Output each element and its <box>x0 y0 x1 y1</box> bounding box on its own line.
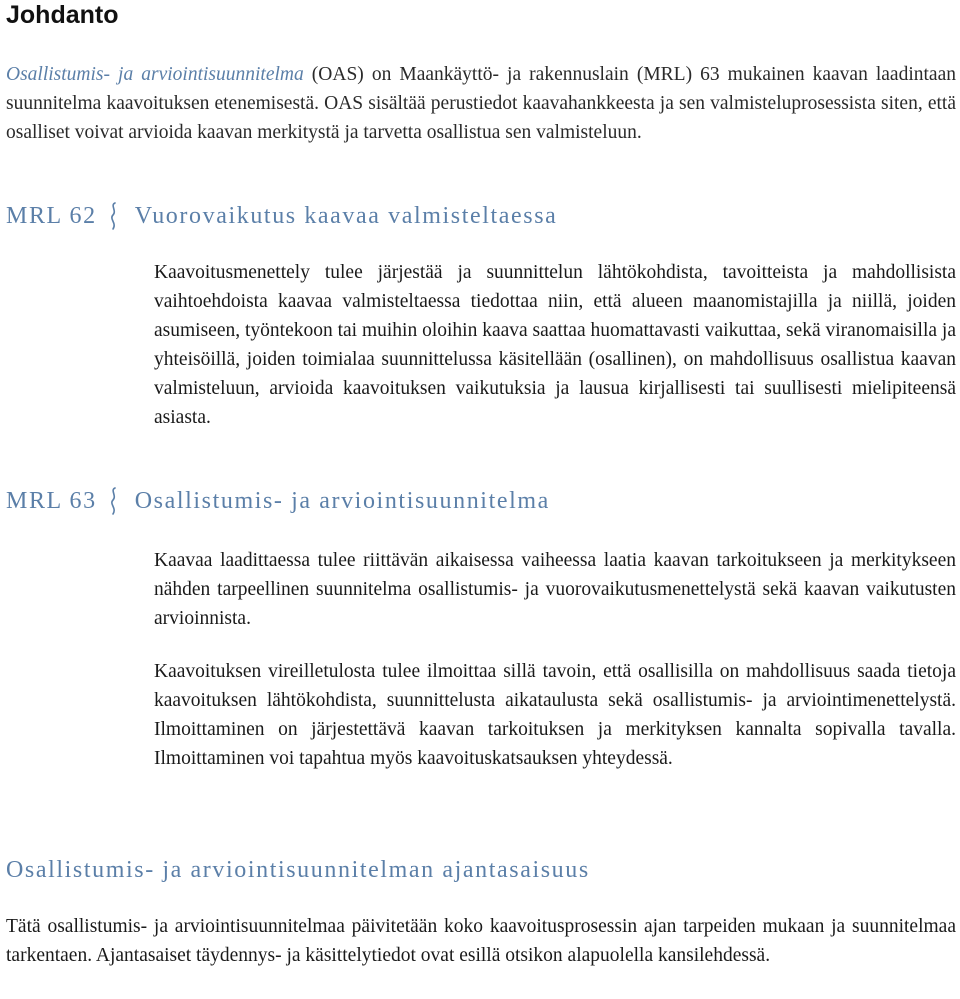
page-title: Johdanto <box>6 1 119 29</box>
law-quote-paragraph: Kaavaa laadittaessa tulee riittävän aikaisessa vaiheessa laatia kaavan tarkoitukseen ja merkitykseen nähden tarpeellinen suunnitelma osallistumis- ja vuorovaikutusmenettelystä sekä kaavan vaikutusten arvioinnista. <box>154 550 956 629</box>
law-quote-paragraph: Kaavoituksen vireilletulosta tulee ilmoittaa sillä tavoin, että osallisilla on mahdollisuus saada tietoja kaavoituksen lähtökohdista, suunnittelusta aikataulusta sekä osallistumis- ja arviointimenettelystä. Ilmoittaminen on järjestettävä kaavan tarkoituksen ja merkityksen kannalta sopivalla tavalla. Ilmoittaminen voi tapahtua myös kaavoituskatsauksen yhteydessä. <box>154 661 956 769</box>
law-quote-paragraph: Kaavoitusmenettely tulee järjestää ja suunnittelun lähtökohdista, tavoitteista ja mahdollisista vaihtoehdoista kaavaa valmisteltaessa tiedottaa niin, että alueen maanomistajilla ja niillä, joiden asumiseen, työntekoon tai muihin oloihin kaava saattaa huomattavasti vaikuttaa, sekä viranomaisilla ja yhteisöillä, joiden toimialaa suunnittelussa käsitellään (osallinen), on mahdollisuus osallistua kaavan valmisteluun, arvioida kaavoituksen vaikutuksia ja lausua kirjallisesti tai suullisesti mielipiteensä asiasta. <box>154 262 956 428</box>
section-heading-mrl62 <box>6 201 557 231</box>
update-paragraph: Tätä osallistumis- ja arviointisuunnitelmaa päivitetään koko kaavoitusprosessin ajan tarpeiden mukaan ja suunnitelmaa tarkentaen. Ajantasaiset täydennys- ja käsittelytiedot ovat esillä otsikon alapuolella kansilehdessä. <box>6 916 956 966</box>
intro-text: (OAS) on Maankäyttö- ja rakennuslain (MRL) 63 mukainen kaavan laadintaan suunnitelma kaavoituksen etenemisestä. OAS sisältää perustiedot kaavahankkeesta ja sen valmisteluprosessista siten, että osalliset voivat arvioida kaavan merkitystä ja tarvetta osallistua sen valmisteluun. <box>6 64 956 143</box>
section-heading-update: Osallistumis- ja arviointisuunnitelman ajantasaisuus <box>6 857 590 883</box>
section-title: Osallistumis- ja arviointisuunnitelma <box>134 488 550 514</box>
law-ref: MRL 62 <box>6 203 97 229</box>
section-sign-icon <box>105 486 123 516</box>
intro-paragraph <box>6 60 956 147</box>
law-ref: MRL 63 <box>6 488 97 514</box>
section-title: Vuorovaikutus kaavaa valmisteltaessa <box>134 203 558 229</box>
section-sign-icon <box>105 201 123 231</box>
section-heading-mrl63 <box>6 486 550 516</box>
intro-emphasis: Osallistumis- ja arviointisuunnitelma <box>6 64 304 85</box>
